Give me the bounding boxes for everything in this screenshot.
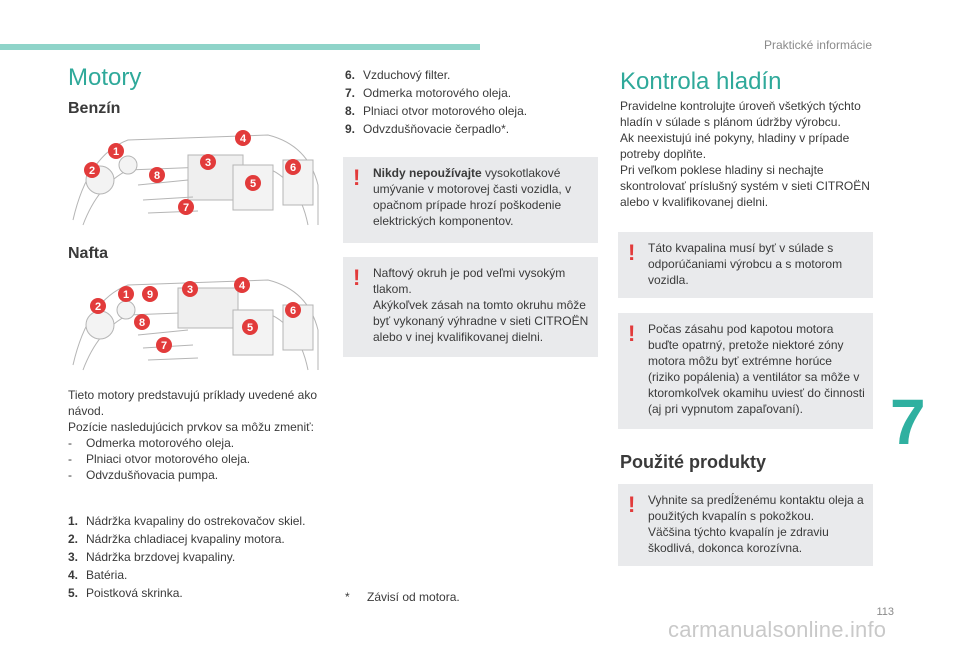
item-number: 1. [68,514,79,528]
warning-text: Táto kvapalina musí byť v súlade s odporúčaniami výrobcu a s motorom vozidla. [648,241,843,287]
callout-label: 2 [94,301,102,313]
list-item: - Odmerka motorového oleja. [68,436,235,450]
item-text: Odmerka motorového oleja. [363,86,512,100]
warning-text: vysokotlakové umývanie v motorovej časti vozidla, v opačnom prípade hrozí poškodenie elektrických komponentov. [373,166,572,228]
warning-icon: ! [628,240,636,265]
chapter-number: 7 [890,386,926,458]
callout-label: 6 [289,305,297,317]
item-number: 9. [345,122,356,136]
callout-label: 8 [153,170,161,182]
nafta-engine-illustration [68,270,323,380]
footnote-marker: * [345,590,350,604]
callout-label: 5 [246,322,254,334]
callout-label: 4 [239,133,247,145]
levels-intro [620,98,875,210]
benzin-engine-illustration [68,125,323,235]
callout-label: 1 [112,146,120,158]
list-item [68,584,338,602]
watermark: carmanualsonline.info [668,617,887,642]
list-item [345,66,595,84]
intro-paragraph [68,387,328,483]
items-list-1-5 [68,512,338,602]
item-text: Vzduchový filter. [363,68,451,82]
list-item [68,530,338,548]
warning-icon: ! [353,165,361,190]
levels-title: Kontrola hladín [620,68,782,95]
callout-label: 1 [122,289,130,301]
intro-line: Pravidelne kontrolujte úroveň všetkých týchto hladín v súlade s plánom údržby výrobcu. [620,99,861,129]
item-number: 7. [345,86,356,100]
list-item: - Odvzdušňovacia pumpa. [68,468,219,482]
footnote-text: Závisí od motora. [367,590,460,604]
warning-text: Akýkoľvek zásah na tomto okruhu môže byť vykonaný výhradne v sieti CITROËN alebo v inej kvalifikovanej dielni. [373,298,589,344]
item-text: Batéria. [86,568,128,582]
intro-line: Pri veľkom poklese hladiny si nechajte skontrolovať príslušný systém v sieti CITROËN alebo v kvalifikovanej dielni. [620,163,870,209]
intro-line: Ak neexistujú iné pokyny, hladiny v prípade potreby doplňte. [620,131,850,161]
callout-label: 9 [146,289,154,301]
item-text: Nádržka brzdovej kvapaliny. [86,550,236,564]
nafta-heading: Nafta [68,245,109,262]
item-text: Plniaci otvor motorového oleja. [363,104,528,118]
list-item-text: Odvzdušňovacia pumpa. [86,468,219,482]
warning-icon: ! [353,265,361,290]
list-item [68,512,338,530]
page-title: Motory [68,64,142,91]
benzin-heading: Benzín [68,100,121,117]
warning-box-hot-engine [618,313,873,429]
footnote [345,590,460,604]
callout-label: 3 [186,284,194,296]
warning-text: Naftový okruh je pod veľmi vysokým tlakom. [373,266,566,296]
intro-line: Pozície nasledujúcich prvkov sa môžu zmeniť: [68,420,314,434]
list-item [68,566,338,584]
page-number: 113 [876,606,894,618]
warning-text: Počas zásahu pod kapotou motora buďte opatrný, pretože niektoré zóny motora môžu byť extrémne horúce (riziko popálenia) a ventilátor sa môže v ktoromkoľvek okamihu uviesť do činnosti (aj pri vypnutom zapaľovaní). [648,322,865,416]
callout-label: 4 [238,280,246,292]
item-number: 4. [68,568,79,582]
section-title: Praktické informácie [763,38,872,52]
callout-label: 7 [182,202,190,214]
warning-text: Vyhnite sa predĺženému kontaktu oleja a použitých kvapalín s pokožkou. [648,493,864,523]
callout-label: 8 [138,317,146,329]
item-number: 6. [345,68,356,82]
warning-box-diesel-circuit [343,257,598,357]
item-number: 8. [345,104,356,118]
callout-label: 3 [204,157,212,169]
item-text: Poistková skrinka. [86,586,183,600]
nafta-engine-drawing [68,270,323,380]
callout-label: 6 [289,162,297,174]
warning-text: Väčšina týchto kvapalín je zdraviu škodlivá, dokonca korozívna. [648,525,829,555]
callout-label: 5 [249,178,257,190]
warning-box-pressure-washing [343,157,598,243]
list-item [68,548,338,566]
callout-label: 2 [88,165,96,177]
list-item: - Plniaci otvor motorového oleja. [68,452,251,466]
warning-icon: ! [628,492,636,517]
list-item-text: Plniaci otvor motorového oleja. [86,452,251,466]
list-item [345,102,595,120]
callout-label: 7 [160,340,168,352]
item-number: 2. [68,532,79,546]
warning-box-products [618,484,873,566]
item-text: Nádržka chladiacej kvapaliny motora. [86,532,285,546]
warning-emphasis: Nikdy nepoužívajte [373,166,482,180]
benzin-engine-drawing [68,125,323,235]
intro-line: Tieto motory predstavujú príklady uvedené ako návod. [68,388,318,418]
header-accent-bar [0,44,480,50]
item-text: Odvzdušňovacie čerpadlo*. [363,122,510,136]
item-number: 5. [68,586,79,600]
list-item-text: Odmerka motorového oleja. [86,436,235,450]
changes-list [68,435,328,483]
items-list-6-9 [345,66,595,138]
list-item [345,120,595,138]
item-number: 3. [68,550,79,564]
warning-icon: ! [628,321,636,346]
item-text: Nádržka kvapaliny do ostrekovačov skiel. [86,514,306,528]
warning-box-fluid-spec [618,232,873,298]
products-heading: Použité produkty [620,452,767,472]
list-item [345,84,595,102]
